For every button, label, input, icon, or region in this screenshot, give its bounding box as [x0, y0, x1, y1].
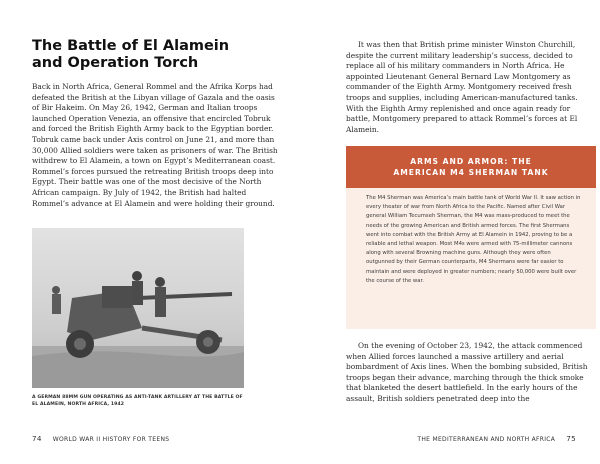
- left-body-paragraph: Back in North Africa, General Rommel and the Afrika Korps had defeated the British at the Libyan village of Gazala and the oasis of Bir Hakeim. On May 26, 1942, German and Italian troops launched Operation Venezia, an offensive that encircled Tobruk and forced the British Eighth Army back to the Egyptian border. Tobruk came back under Axis control on June 21, and more than 30,000 Allied soldiers were taken as prisoners of war. The British withdrew to El Alamein, a town on Egypt’s Mediterranean coast. Rommel’s forces pursued the retreating British troops deep into Egypt. Their battle was one of the most decisive of the North African campaign. By July of 1942, the British had halted Rommel’s advance at El Alamein and were holding their ground.: [32, 82, 278, 208]
- left-footer: [32, 434, 169, 443]
- artillery-photo: [32, 228, 244, 388]
- sidebar-title-text: ARMS AND ARMOR: THE AMERICAN M4 SHERMAN TANK: [393, 157, 549, 177]
- photo-caption: A GERMAN 88MM GUN OPERATING AS ANTI-TANK ARTILLERY AT THE BATTLE OF EL ALAMEIN, NORTH AFRICA, 1942: [32, 395, 243, 407]
- sidebar-title: [346, 146, 596, 188]
- right-body-top: It was then that British prime minister Winston Churchill, despite the current military leadership’s success, decided to replace all of his military commanders in North Africa. He appointed Lieutenant General Bernard Law Montgomery as commander of the Eighth Army. Montgomery received fresh troops and supplies, including American-manufactured tanks. With the Eighth Army replenished and once again ready for battle, Montgomery prepared to attack Rommel’s forces at El Alamein.: [346, 40, 578, 134]
- right-page: [300, 0, 600, 464]
- right-body-bottom: On the evening of October 23, 1942, the attack commenced when Allied forces launched a massive artillery and aerial bombardment of Axis lines. When the bombing subsided, British troops began their advance, marching through the thick smoke that blanketed the desert battlefield. In the early hours of the assault, British soldiers penetrated deep into the: [346, 341, 588, 403]
- page-number-left: 74: [32, 434, 42, 443]
- section-heading: The Battle of El Alamein and Operation Torch: [32, 38, 230, 71]
- sidebar-body: The M4 Sherman was America’s main battle tank of World War II. It saw action in every theater of war from North Africa to the Pacific. Named after Civil War general William Tecumseh Sherman, the M4 was mass-produced to meet the needs of the growing American and British armed forces. The first Shermans went into combat with the British Army at El Alamein in 1942, proving to be a reliable and lethal weapon. Most M4s were armed with 75-millimeter cannons along with several Browning machine guns. Although they were often outgunned by their German counterparts, M4 Shermans were far easier to maintain and were deployed in greater numbers; nearly 50,000 were built over the course of the war.: [366, 195, 581, 284]
- running-title-left: WORLD WAR II HISTORY FOR TEENS: [52, 436, 170, 443]
- right-footer: [417, 434, 576, 443]
- running-title-right: THE MEDITERRANEAN AND NORTH AFRICA: [417, 436, 556, 443]
- page-number-right: 75: [566, 434, 576, 443]
- sidebar-box: [346, 146, 596, 329]
